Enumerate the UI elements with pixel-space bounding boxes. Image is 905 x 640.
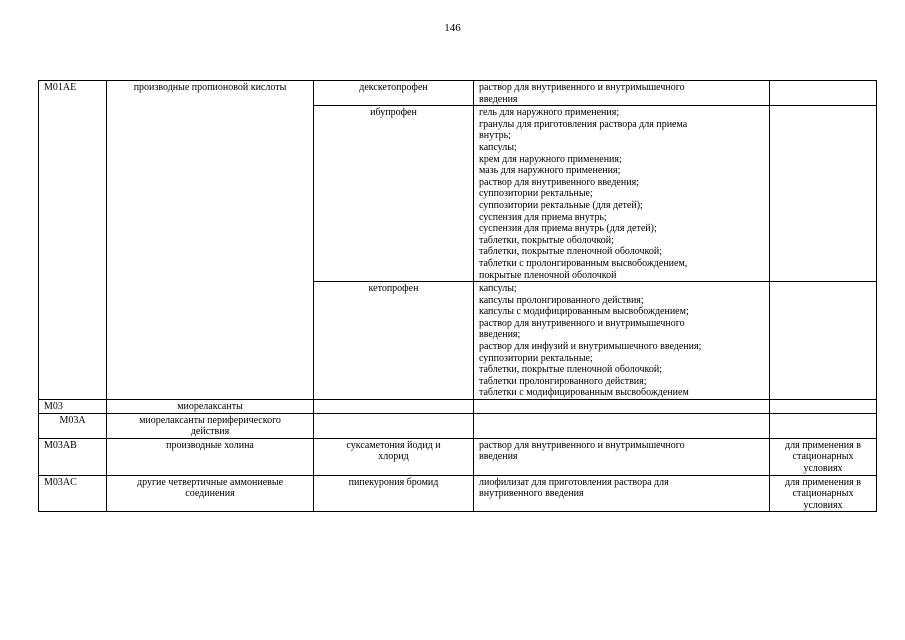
group-cell: миорелаксанты xyxy=(107,400,314,414)
dosage-form-line: капсулы пролонгированного действия; xyxy=(479,294,644,306)
dosage-form-line: суспензия для приема внутрь; xyxy=(479,211,607,223)
dosage-form-line: крем для наружного применения; xyxy=(479,153,622,165)
dosage-form-line: таблетки пролонгированного действия; xyxy=(479,375,647,387)
dosage-form-cell xyxy=(474,413,770,438)
dosage-form-line: таблетки, покрытые пленочной оболочкой; xyxy=(479,364,663,376)
drug-name-cell xyxy=(314,413,474,438)
dosage-form-cell xyxy=(474,106,770,282)
note-line: стационарных xyxy=(792,488,854,500)
dosage-form-line: введения xyxy=(479,93,518,105)
note-cell xyxy=(770,400,877,414)
atc-code-cell: M03AC xyxy=(39,475,107,512)
table-row xyxy=(39,400,877,414)
drug-name-cell xyxy=(314,400,474,414)
dosage-form-line: раствор для инфузий и внутримышечного введения; xyxy=(479,341,702,353)
atc-code-cell: M03 xyxy=(39,400,107,414)
group-line: другие четвертичные аммониевые xyxy=(136,476,284,488)
dosage-form-cell xyxy=(474,81,770,106)
group-line: действия xyxy=(190,426,230,438)
table-row xyxy=(39,413,877,438)
note-line: условиях xyxy=(803,499,843,511)
drug-name-line: суксаметония йодид и xyxy=(346,439,441,451)
dosage-form-cell xyxy=(474,475,770,512)
dosage-form-line: таблетки, покрытые пленочной оболочкой; xyxy=(479,246,663,258)
dosage-form-line: капсулы с модифицированным высвобождением; xyxy=(479,306,689,318)
dosage-form-line: суппозитории ректальные; xyxy=(479,188,593,200)
group-line: соединения xyxy=(185,488,235,500)
dosage-form-line: мазь для наружного применения; xyxy=(479,165,621,177)
dosage-form-line: раствор для внутривенного и внутримышечного xyxy=(479,317,685,329)
drug-name-cell: ибупрофен xyxy=(314,106,474,282)
dosage-form-line: раствор для внутривенного и внутримышечного xyxy=(479,439,685,451)
drug-name-line: хлорид xyxy=(378,451,409,463)
table-row xyxy=(39,81,877,106)
dosage-form-cell xyxy=(474,400,770,414)
note-cell xyxy=(770,438,877,475)
atc-code-cell: M01AE xyxy=(39,81,107,400)
dosage-form-line: введения; xyxy=(479,329,521,341)
group-cell: производные пропионовой кислоты xyxy=(107,81,314,400)
note-line: для применения в xyxy=(785,476,861,488)
note-line: стационарных xyxy=(792,451,854,463)
atc-code-cell: M03A xyxy=(39,413,107,438)
drug-name-cell: пипекурония бромид xyxy=(314,475,474,512)
dosage-form-line: таблетки с пролонгированным высвобождением, xyxy=(479,257,688,269)
dosage-form-line: гранулы для приготовления раствора для приема xyxy=(479,118,688,130)
note-cell xyxy=(770,413,877,438)
note-cell xyxy=(770,106,877,282)
dosage-form-line: таблетки с модифицированным высвобождением xyxy=(479,387,689,399)
dosage-form-line: таблетки, покрытые оболочкой; xyxy=(479,234,614,246)
dosage-form-line: внутрь; xyxy=(479,130,511,142)
note-cell xyxy=(770,282,877,400)
table-row xyxy=(39,438,877,475)
dosage-form-cell xyxy=(474,438,770,475)
dosage-form-cell xyxy=(474,282,770,400)
dosage-form-line: введения xyxy=(479,451,518,463)
atc-code-cell: M03AB xyxy=(39,438,107,475)
drug-table xyxy=(38,80,877,512)
dosage-form-line: раствор для внутривенного и внутримышечного xyxy=(479,82,685,93)
dosage-form-line: гель для наружного применения; xyxy=(479,107,620,119)
drug-name-cell: декскетопрофен xyxy=(314,81,474,106)
dosage-form-line: раствор для внутривенного введения; xyxy=(479,176,639,188)
dosage-form-line: лиофилизат для приготовления раствора для xyxy=(479,476,669,488)
group-line: миорелаксанты периферического xyxy=(139,414,281,426)
dosage-form-line: капсулы; xyxy=(479,283,517,295)
note-line: условиях xyxy=(803,463,843,474)
page-number: 146 xyxy=(444,22,461,34)
dosage-form-line: капсулы; xyxy=(479,141,517,153)
drug-name-cell xyxy=(314,438,474,475)
group-cell: производные холина xyxy=(107,438,314,475)
dosage-form-line: суппозитории ректальные (для детей); xyxy=(479,199,643,211)
table-row xyxy=(39,475,877,512)
note-cell xyxy=(770,475,877,512)
dosage-form-line: суспензия для приема внутрь (для детей); xyxy=(479,223,657,235)
group-cell xyxy=(107,413,314,438)
dosage-form-line: суппозитории ректальные; xyxy=(479,352,593,364)
dosage-form-line: покрытые пленочной оболочкой xyxy=(479,269,617,281)
note-line: для применения в xyxy=(785,439,861,451)
drug-name-cell: кетопрофен xyxy=(314,282,474,400)
group-cell xyxy=(107,475,314,512)
dosage-form-line: внутривенного введения xyxy=(479,488,584,500)
note-cell xyxy=(770,81,877,106)
